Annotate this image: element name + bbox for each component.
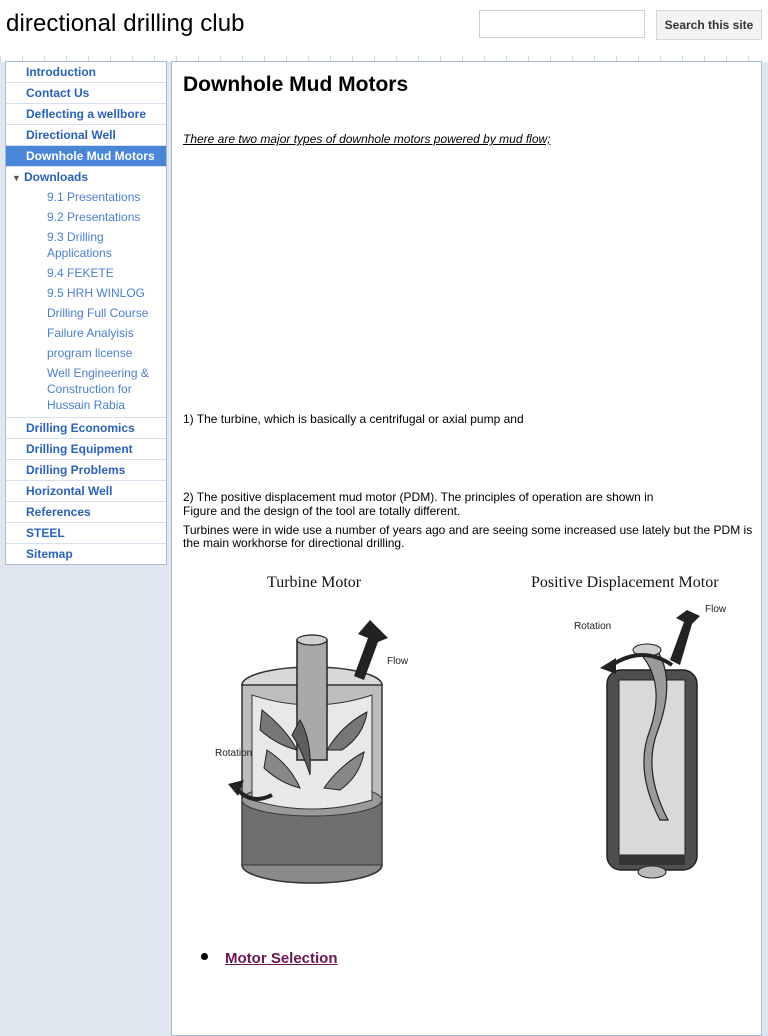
sidebar-item-horizontal-well[interactable]: Horizontal Well [6, 481, 166, 502]
pdm-rotation-label: Rotation [574, 621, 612, 632]
turbine-motor-illustration [192, 600, 442, 890]
pdm-flow-label: Flow [705, 604, 727, 615]
sidebar-subitem-well-engineering[interactable]: Well Engineering & Construction for Hussain Rabia [47, 366, 149, 412]
sidebar-item-drilling-problems[interactable]: Drilling Problems [6, 460, 166, 481]
search-button[interactable]: Search this site [656, 10, 762, 40]
motor-selection-link[interactable]: Motor Selection [225, 950, 338, 967]
triangle-down-icon[interactable]: ▼ [12, 173, 21, 183]
turbine-rotation-label: Rotation [215, 748, 253, 759]
site-title[interactable]: directional drilling club [6, 10, 245, 37]
sidebar-item-drilling-equipment[interactable]: Drilling Equipment [6, 439, 166, 460]
sidebar-item-drilling-economics[interactable]: Drilling Economics [6, 418, 166, 439]
turbine-flow-label: Flow [387, 656, 409, 667]
turbine-motor-caption: Turbine Motor [267, 574, 362, 591]
sidebar-item-downloads[interactable] [6, 167, 166, 187]
downloads-sublist [6, 187, 166, 418]
search-input[interactable] [479, 10, 645, 38]
sidebar-subitem-presentations-9-1[interactable]: 9.1 Presentations [47, 190, 141, 204]
site-header [0, 0, 768, 56]
workhorse-paragraph: Turbines were in wide use a number of years ago and are seeing some increased use lately but the PDM is the main workhorse for directional drilling. [183, 523, 753, 550]
sidebar-item-downhole-mud-motors[interactable]: Downhole Mud Motors [6, 146, 166, 167]
pdm-paragraph-line2: Figure and the design of the tool are totally different. [183, 504, 461, 518]
sidebar-item-label: Downloads [24, 170, 89, 184]
sidebar-item-references[interactable]: References [6, 502, 166, 523]
turbine-paragraph: 1) The turbine, which is basically a centrifugal or axial pump and [183, 412, 524, 426]
sidebar-nav [5, 61, 167, 565]
sidebar-item-steel[interactable]: STEEL [6, 523, 166, 544]
sidebar-item-directional-well[interactable]: Directional Well [6, 125, 166, 146]
sidebar-subitem-failure-analysis[interactable]: Failure Analyisis [47, 326, 134, 340]
page-title: Downhole Mud Motors [183, 73, 409, 96]
sidebar-item-deflecting-a-wellbore[interactable]: Deflecting a wellbore [6, 104, 166, 125]
sidebar-subitem-presentations-9-2[interactable]: 9.2 Presentations [47, 210, 141, 224]
sidebar-subitem-drilling-applications[interactable]: 9.3 Drilling Applications [47, 230, 112, 260]
sidebar-subitem-hrh-winlog[interactable]: 9.5 HRH WINLOG [47, 286, 146, 300]
pdm-caption: Positive Displacement Motor [531, 574, 719, 591]
sidebar-item-contact-us[interactable]: Contact Us [6, 83, 166, 104]
pdm-illustration [572, 610, 732, 890]
sidebar-item-sitemap[interactable]: Sitemap [26, 547, 73, 561]
main-content [171, 61, 762, 1036]
bullet-icon [201, 953, 208, 960]
intro-text: There are two major types of downhole motors powered by mud flow; [183, 132, 551, 146]
sidebar-subitem-program-license[interactable]: program license [47, 346, 133, 360]
sidebar-item-introduction[interactable]: Introduction [6, 62, 166, 83]
motor-diagram-figure [172, 570, 763, 890]
pdm-paragraph-line1: 2) The positive displacement mud motor (PDM). The principles of operation are shown in [183, 490, 654, 504]
sidebar-subitem-drilling-full-course[interactable]: Drilling Full Course [47, 306, 149, 320]
sidebar-subitem-fekete[interactable]: 9.4 FEKETE [47, 266, 114, 280]
